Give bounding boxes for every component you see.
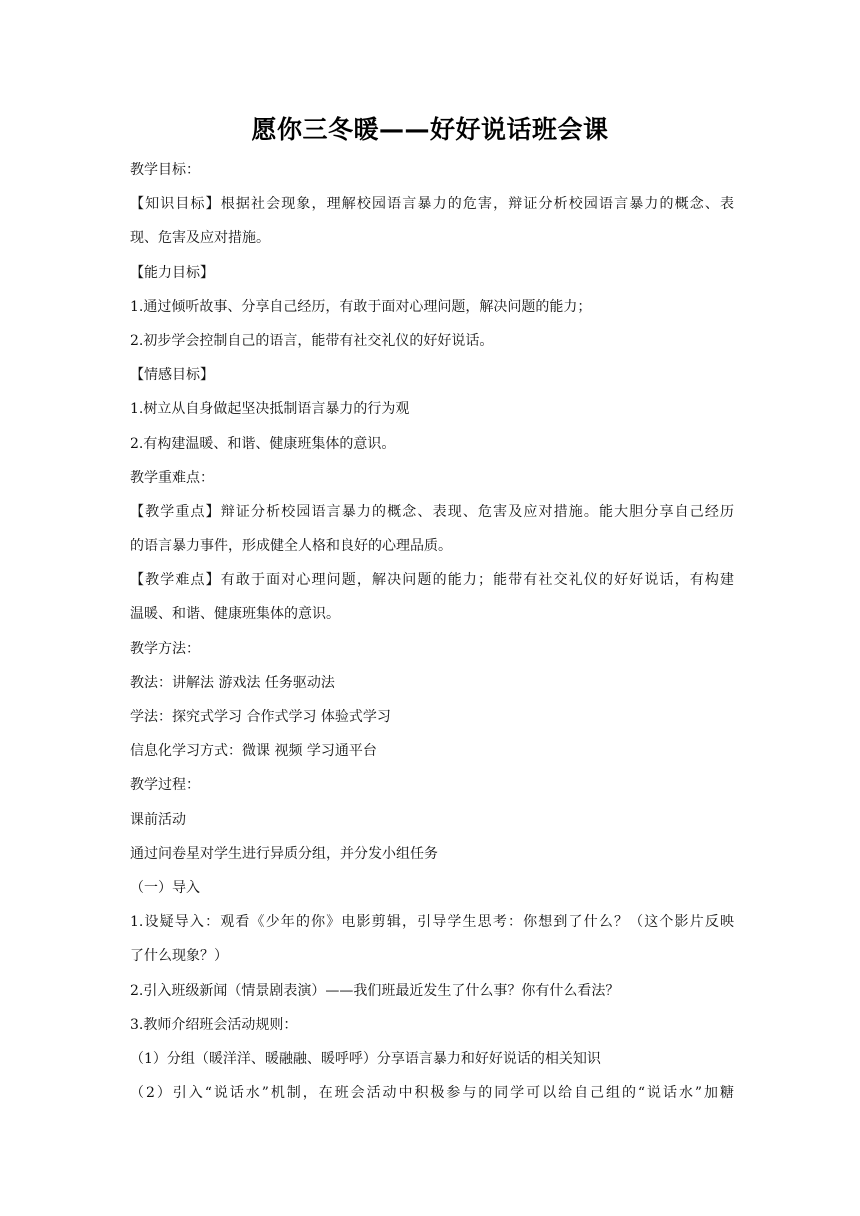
- paragraph-line: 1.通过倾听故事、分享自己经历，有敢于面对心理问题，解决问题的能力；: [130, 298, 592, 315]
- paragraph-line: （1）分组（暖洋洋、暖融融、暖呼呼）分享语言暴力和好好说话的相关知识: [130, 1050, 601, 1067]
- paragraph-line: 1.设疑导入：观看《少年的你》电影剪辑，引导学生思考：你想到了什么？（这个影片反映: [130, 914, 734, 931]
- paragraph-line: 教学方法：: [130, 640, 200, 657]
- paragraph-line: 信息化学习方式：微课 视频 学习通平台: [130, 743, 377, 760]
- paragraph-line: 2.引入班级新闻（情景剧表演）——我们班最近发生了什么事？你有什么看法？: [130, 982, 620, 999]
- paragraph-line: 现、危害及应对措施。: [130, 230, 270, 247]
- paragraph-line: 通过问卷星对学生进行异质分组，并分发小组任务: [130, 845, 438, 862]
- paragraph-line: 学法：探究式学习 合作式学习 体验式学习: [130, 709, 391, 725]
- paragraph-line: 教学过程：: [130, 777, 200, 794]
- paragraph-line: 3.教师介绍班会活动规则：: [130, 1016, 298, 1033]
- paragraph-line: 教学目标：: [130, 162, 200, 178]
- paragraph-line: 2.初步学会控制自己的语言，能带有社交礼仪的好好说话。: [130, 332, 494, 349]
- paragraph-line: 【教学难点】有敢于面对心理问题，解决问题的能力；能带有社交礼仪的好好说话，有构建: [130, 572, 734, 589]
- paragraph-line: 教学重难点：: [130, 469, 214, 486]
- paragraph-line: 【能力目标】: [130, 264, 214, 281]
- paragraph-line: 温暖、和谐、健康班集体的意识。: [130, 606, 340, 623]
- paragraph-line: 的语言暴力事件，形成健全人格和良好的心理品质。: [130, 538, 452, 555]
- paragraph-line: 教法：讲解法 游戏法 任务驱动法: [130, 674, 335, 691]
- paragraph-line: 【知识目标】根据社会现象，理解校园语言暴力的危害，辩证分析校园语言暴力的概念、表: [130, 196, 734, 213]
- paragraph-line: 1.树立从自身做起坚决抵制语言暴力的行为观: [130, 401, 410, 418]
- paragraph-line: （一）导入: [130, 879, 200, 896]
- document-body: [130, 153, 734, 1110]
- paragraph-line: （2）引入“说话水”机制，在班会活动中积极参与的同学可以给自己组的“说话水”加糖: [130, 1085, 734, 1102]
- paragraph-line: 了什么现象？）: [130, 948, 228, 965]
- paragraph-line: 课前活动: [130, 811, 186, 828]
- paragraph-line: 【情感目标】: [130, 367, 214, 384]
- document-title: 愿你三冬暖——好好说话班会课: [251, 115, 609, 144]
- paragraph-line: 【教学重点】辩证分析校园语言暴力的概念、表现、危害及应对措施。能大胆分享自己经历: [130, 503, 734, 520]
- paragraph-line: 2.有构建温暖、和谐、健康班集体的意识。: [130, 435, 396, 452]
